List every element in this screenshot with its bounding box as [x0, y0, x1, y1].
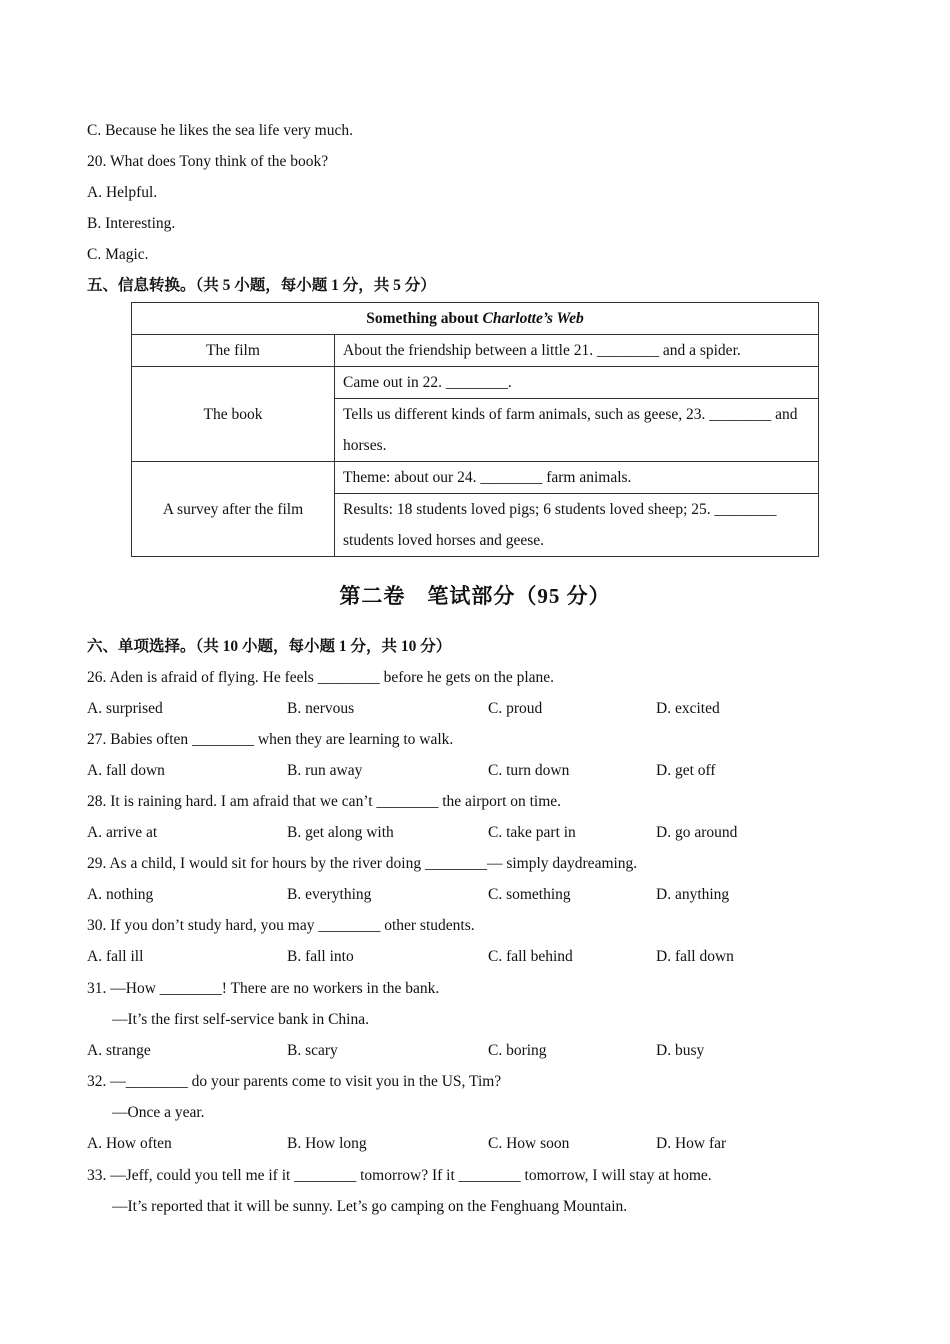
option-a: A. How often	[87, 1135, 172, 1152]
cell-survey-row2: Results: 18 students loved pigs; 6 students loved sheep; 25. ________ students loved horses and geese.	[335, 494, 819, 557]
option-b: B. run away	[287, 762, 363, 779]
option-line: A. Helpful.	[87, 184, 158, 201]
option-c: C. proud	[488, 700, 543, 717]
cell-book-row2: Tells us different kinds of farm animals, such as geese, 23. ________ and horses.	[335, 399, 819, 462]
table-title: Something about Charlotte’s Web	[132, 303, 819, 335]
question-33: 33. —Jeff, could you tell me if it ________ tomorrow? If it ________ tomorrow, I will stay at home.	[87, 1167, 712, 1184]
option-a: A. surprised	[87, 700, 163, 717]
option-c: C. something	[488, 886, 571, 903]
option-b: B. nervous	[287, 700, 355, 717]
option-d: D. get off	[656, 762, 716, 779]
cell-book-row1: Came out in 22. ________.	[335, 367, 819, 399]
row-label-survey: A survey after the film	[132, 462, 335, 557]
info-table	[131, 302, 819, 557]
option-b: B. How long	[287, 1135, 367, 1152]
cell-survey-row1: Theme: about our 24. ________ farm animals.	[335, 462, 819, 494]
question-27: 27. Babies often ________ when they are learning to walk.	[87, 731, 454, 748]
section-5-heading: 五、信息转换。（共 5 小题，每小题 1 分，共 5 分）	[87, 277, 436, 294]
row-label-film: The film	[132, 335, 335, 367]
part-2-title: 第二卷 笔试部分（95 分）	[339, 584, 611, 608]
option-c: C. How soon	[488, 1135, 570, 1152]
option-a: A. strange	[87, 1042, 151, 1059]
question-28: 28. It is raining hard. I am afraid that we can’t ________ the airport on time.	[87, 793, 562, 810]
option-b: B. fall into	[287, 948, 354, 965]
option-d: D. go around	[656, 824, 738, 841]
option-c: C. take part in	[488, 824, 576, 841]
option-b: B. scary	[287, 1042, 338, 1059]
option-d: D. fall down	[656, 948, 734, 965]
option-d: D. busy	[656, 1042, 705, 1059]
question-31-reply: —It’s the first self-service bank in China.	[112, 1011, 369, 1028]
option-line: C. Magic.	[87, 246, 149, 263]
option-a: A. fall down	[87, 762, 165, 779]
option-line: B. Interesting.	[87, 215, 176, 232]
option-a: A. nothing	[87, 886, 154, 903]
option-b: B. get along with	[287, 824, 394, 841]
question-20: 20. What does Tony think of the book?	[87, 153, 329, 170]
cell-film-text: About the friendship between a little 21. ________ and a spider.	[335, 335, 819, 367]
question-32: 32. —________ do your parents come to visit you in the US, Tim?	[87, 1073, 502, 1090]
option-a: A. arrive at	[87, 824, 158, 841]
question-29: 29. As a child, I would sit for hours by the river doing ________— simply daydreaming.	[87, 855, 638, 872]
section-6-heading: 六、单项选择。（共 10 小题，每小题 1 分，共 10 分）	[87, 638, 452, 655]
option-d: D. anything	[656, 886, 730, 903]
question-30: 30. If you don’t study hard, you may ________ other students.	[87, 917, 475, 934]
option-d: D. How far	[656, 1135, 727, 1152]
question-32-reply: —Once a year.	[112, 1104, 205, 1121]
option-line: C. Because he likes the sea life very much.	[87, 122, 353, 139]
option-c: C. boring	[488, 1042, 547, 1059]
question-33-reply: —It’s reported that it will be sunny. Let’s go camping on the Fenghuang Mountain.	[112, 1198, 628, 1215]
option-c: C. fall behind	[488, 948, 573, 965]
option-d: D. excited	[656, 700, 720, 717]
row-label-book: The book	[132, 367, 335, 462]
question-31: 31. —How ________! There are no workers in the bank.	[87, 980, 440, 997]
question-26: 26. Aden is afraid of flying. He feels ________ before he gets on the plane.	[87, 669, 555, 686]
option-c: C. turn down	[488, 762, 570, 779]
option-a: A. fall ill	[87, 948, 144, 965]
option-b: B. everything	[287, 886, 372, 903]
